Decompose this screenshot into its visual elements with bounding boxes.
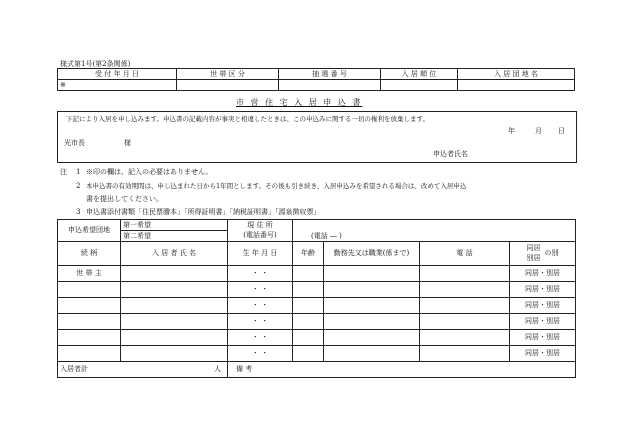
relation-cell[interactable]: [58, 330, 121, 346]
age-cell[interactable]: [293, 266, 324, 282]
birth-cell[interactable]: ・ ・: [228, 266, 293, 282]
relation-cell[interactable]: [58, 282, 121, 298]
birth-cell[interactable]: ・ ・: [228, 346, 293, 362]
relation-cell[interactable]: [58, 346, 121, 362]
move-in-order-cell: [381, 80, 458, 91]
table-row: [58, 330, 576, 346]
phone-label: (電話番号): [243, 230, 277, 239]
date-month: 月: [535, 127, 542, 135]
cohab-cell[interactable]: 同居・別居: [510, 346, 576, 362]
resident-table: [57, 219, 576, 378]
col-name: 入 居 者 氏 名: [121, 242, 228, 266]
date-year: 年: [508, 127, 515, 135]
header-housing-complex-name: 入 居 団 地 名: [458, 69, 575, 80]
header-household-category: 世 帯 区 分: [177, 69, 279, 80]
cohab-cell[interactable]: 同居・別居: [510, 298, 576, 314]
note-1-text: ※印の欄は、記入の必要はありません。: [86, 168, 213, 176]
date-day: 日: [558, 127, 565, 135]
table-row: [58, 346, 576, 362]
tel-cell[interactable]: [420, 346, 510, 362]
note-3-text: 申込書添付書類「住民票謄本」「所得証明書」「納税証明書」「源泉徴収票」: [86, 208, 321, 216]
tel-cell[interactable]: [420, 314, 510, 330]
cohab-cell[interactable]: 同居・別居: [510, 282, 576, 298]
col-cohab-line1: 同居: [526, 243, 541, 252]
note-2-number: 2: [76, 182, 81, 190]
note-1-number: 1: [76, 168, 81, 176]
name-cell[interactable]: [121, 298, 228, 314]
housing-complex-name-cell: [458, 80, 575, 91]
birth-cell[interactable]: ・ ・: [228, 298, 293, 314]
col-age: 年齢: [293, 242, 324, 266]
age-cell[interactable]: [293, 346, 324, 362]
tel-cell[interactable]: [420, 266, 510, 282]
age-cell[interactable]: [293, 298, 324, 314]
lottery-number-cell: [279, 80, 381, 91]
age-cell[interactable]: [293, 314, 324, 330]
relation-cell[interactable]: [58, 314, 121, 330]
tel-cell[interactable]: [420, 282, 510, 298]
name-cell[interactable]: [121, 346, 228, 362]
remarks-cell[interactable]: [228, 362, 576, 378]
total-residents-unit: 人: [214, 365, 221, 373]
col-cohab-suffix: の別: [544, 249, 559, 257]
name-cell[interactable]: [121, 330, 228, 346]
note-3-number: 3: [76, 208, 81, 216]
birth-cell[interactable]: ・ ・: [228, 282, 293, 298]
work-cell[interactable]: [324, 298, 420, 314]
cohab-cell[interactable]: 同居・別居: [510, 314, 576, 330]
work-cell[interactable]: [324, 266, 420, 282]
form-number: 様式第1号(第2条関係): [60, 60, 131, 68]
note-2-text: 本申込書の有効期間は、申し込まれた日から1年間とします。その後も引き続き、入居申込みを希望される場合は、改めて入居申込: [86, 182, 467, 190]
housing-choice-label: 申込希望団地: [58, 220, 121, 242]
col-cohab-line2: 別居: [526, 253, 541, 262]
total-residents-cell[interactable]: [58, 362, 228, 378]
age-cell[interactable]: [293, 282, 324, 298]
notes-label: 注: [60, 168, 67, 176]
work-cell[interactable]: [324, 330, 420, 346]
first-choice-label: 第一希望: [121, 220, 228, 231]
name-cell[interactable]: [121, 282, 228, 298]
table-row: [58, 266, 576, 282]
remarks-label: 備 考: [236, 365, 253, 373]
honorific: 様: [124, 139, 131, 147]
application-box: [57, 111, 577, 163]
applicant-name-label: 申込者氏名: [433, 150, 468, 158]
col-work: 勤務先又は職業(係まで): [324, 242, 420, 266]
name-cell[interactable]: [121, 266, 228, 282]
tel-cell[interactable]: [420, 330, 510, 346]
address-field[interactable]: [293, 220, 576, 242]
second-choice-label: 第二希望: [121, 231, 228, 242]
table-row: [58, 282, 576, 298]
work-cell[interactable]: [324, 314, 420, 330]
age-cell[interactable]: [293, 330, 324, 346]
col-cohabitation: [510, 242, 576, 266]
address-label: 現 住 所: [247, 221, 273, 230]
birth-cell[interactable]: ・ ・: [228, 314, 293, 330]
work-cell[interactable]: [324, 346, 420, 362]
col-birth: 生 年 月 日: [228, 242, 293, 266]
cohab-cell[interactable]: 同居・別居: [510, 266, 576, 282]
relation-head: 世 帯 主: [58, 266, 121, 282]
col-relation: 続 柄: [58, 242, 121, 266]
address-label-cell: [228, 220, 293, 242]
work-cell[interactable]: [324, 282, 420, 298]
note-2-continued: 書を提出してください。: [86, 195, 163, 203]
statement: 下記により入居を申し込みます。申込書の記載内容が事実と相違したときは、この申込みに関する一切の権利を放棄します。: [66, 115, 429, 123]
phone-format: (電話 ― ): [311, 232, 342, 240]
header-move-in-order: 入 居 順 位: [381, 69, 458, 80]
col-tel: 電 話: [420, 242, 510, 266]
reception-table: [57, 68, 575, 91]
total-residents-label: 入居者計: [60, 365, 88, 373]
table-row: [58, 298, 576, 314]
relation-cell[interactable]: [58, 298, 121, 314]
cohab-cell[interactable]: 同居・別居: [510, 330, 576, 346]
reception-mark: ※: [58, 80, 177, 91]
addressee: 光市長: [64, 139, 85, 147]
table-row: [58, 314, 576, 330]
household-category-cell: [177, 80, 279, 91]
page-title: 市 営 住 宅 入 居 申 込 書: [236, 98, 363, 107]
tel-cell[interactable]: [420, 298, 510, 314]
header-lottery-number: 抽 選 番 号: [279, 69, 381, 80]
name-cell[interactable]: [121, 314, 228, 330]
birth-cell[interactable]: ・ ・: [228, 330, 293, 346]
header-reception-date: 受 付 年 月 日: [58, 69, 177, 80]
